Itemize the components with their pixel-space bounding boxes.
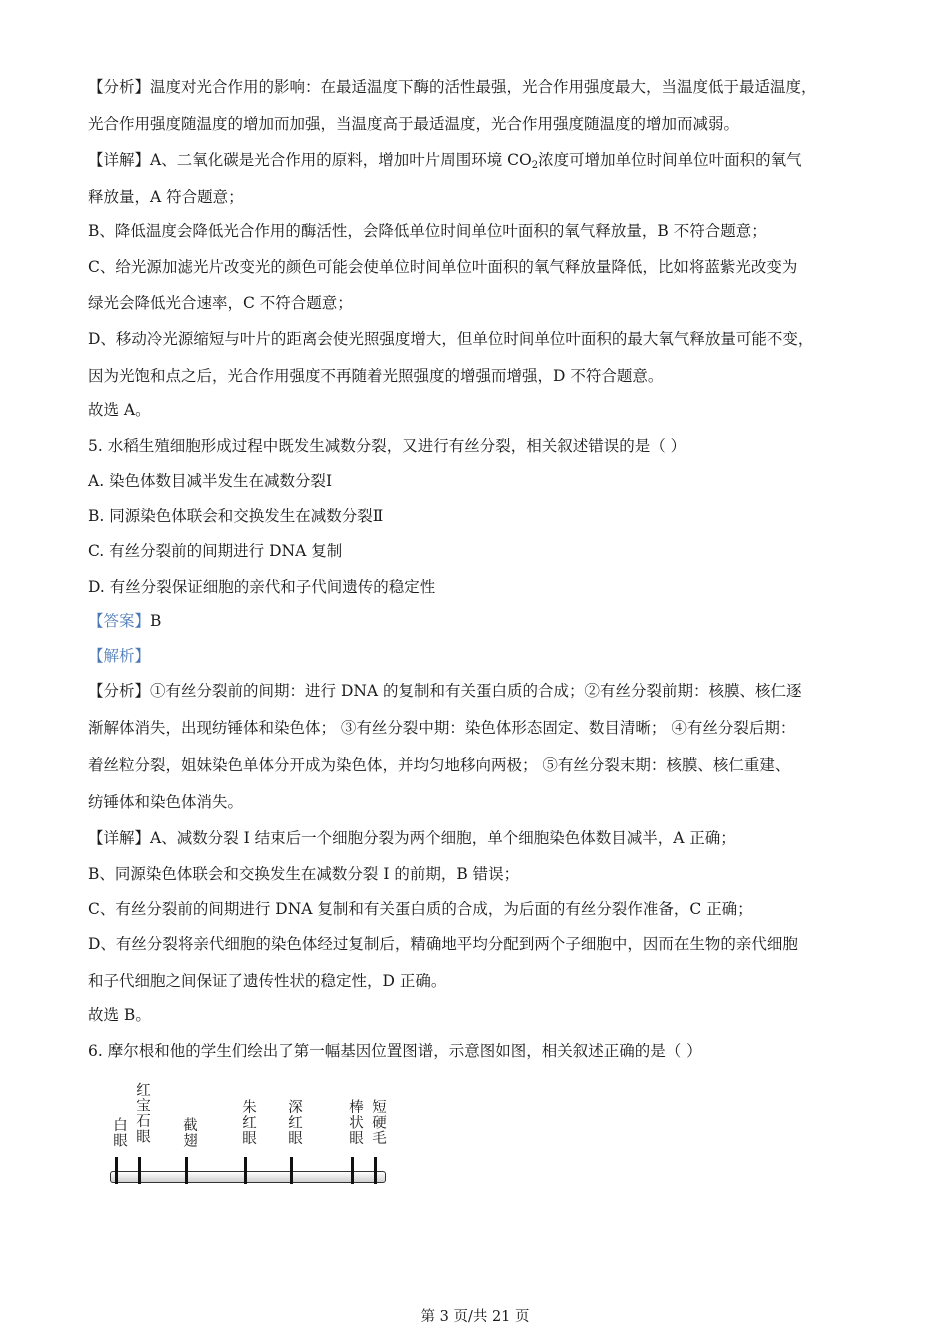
q4-analysis-line-1: 【分析】温度对光合作用的影响：在最适温度下酶的活性最强，光合作用强度最大，当温度低于最适温度， — [88, 78, 817, 96]
q4-conclusion: 故选 A。 — [88, 401, 151, 419]
gene-locus-ruby-eye — [138, 1157, 141, 1184]
gene-label-white-eye: 白眼 — [111, 1117, 127, 1148]
q4-detail-line-4: C、给光源加滤光片改变光的颜色可能会使单位时间单位叶面积的氧气释放量降低，比如将蓝紫光改变为 — [88, 258, 798, 276]
gene-label-vermilion-eye: 朱红眼 — [240, 1099, 256, 1146]
q4-detail-line-3: B、降低温度会降低光合作用的酶活性，会降低单位时间单位叶面积的氧气释放量，B 不符合题意； — [88, 222, 767, 240]
q5-option-c: C. 有丝分裂前的间期进行 DNA 复制 — [88, 542, 343, 560]
chromosome-bar — [110, 1171, 386, 1183]
q4-detail-line-1: 【详解】A、二氧化碳是光合作用的原料，增加叶片周围环境 $CO_2$浓度可增加单位时间单位叶面积的氧气 — [88, 151, 802, 171]
analysis-tag: 【分析】 — [88, 682, 151, 700]
q5-detail-line-4: D、有丝分裂将亲代细胞的染色体经过复制后，精确地平均分配到两个子细胞中，因而在生物的亲代细胞 — [88, 935, 798, 953]
q5-detail-line-1: 【详解】A、减数分裂 I 结束后一个细胞分裂为两个细胞，单个细胞染色体数目减半，A 正确； — [88, 829, 736, 847]
gene-label-bar-eye: 棒状眼 — [347, 1099, 363, 1146]
q5-conclusion: 故选 B。 — [88, 1006, 151, 1024]
gene-locus-bar-eye — [351, 1157, 354, 1184]
q5-answer — [88, 611, 161, 631]
q4-detail-line-2: 释放量，A 符合题意； — [88, 188, 244, 206]
gene-label-ruby-eye: 红宝石眼 — [134, 1082, 150, 1144]
q5-analysis-line-1: 【分析】①有丝分裂前的间期：进行 DNA 的复制和有关蛋白质的合成；②有丝分裂前期：核膜、核仁逐 — [88, 682, 802, 700]
q4-detail-line-6: D、移动冷光源缩短与叶片的距离会使光照强度增大，但单位时间单位叶面积的最大氧气释放量可能不变， — [88, 330, 814, 348]
q4-detail-line-7: 因为光饱和点之后，光合作用强度不再随着光照强度的增强而增强，D 不符合题意。 — [88, 367, 664, 385]
page-footer: 第 3 页/共 21 页 — [420, 1309, 530, 1325]
q5-analysis-line-4: 纺锤体和染色体消失。 — [88, 793, 244, 811]
q5-stem: 5. 水稻生殖细胞形成过程中既发生减数分裂，又进行有丝分裂，相关叙述错误的是（ ） — [88, 437, 687, 455]
q5-detail-line-5: 和子代细胞之间保证了遗传性状的稳定性，D 正确。 — [88, 972, 447, 990]
q5-explain-tag: 【解析】 — [88, 647, 151, 665]
q4-detail-line-5: 绿光会降低光合速率，C 不符合题意； — [88, 294, 353, 312]
gene-label-cut-wing: 截翅 — [181, 1117, 197, 1148]
q6-stem: 6. 摩尔根和他的学生们绘出了第一幅基因位置图谱，示意图如图，相关叙述正确的是（ ） — [88, 1042, 702, 1060]
answer-value: B — [150, 612, 162, 630]
q5-option-a: A. 染色体数目减半发生在减数分裂Ⅰ — [88, 472, 333, 490]
q5-analysis-line-2: 渐解体消失，出现纺锤体和染色体； ③有丝分裂中期：染色体形态固定、数目清晰； ④有丝分裂后期： — [88, 719, 796, 737]
gene-locus-white-eye — [115, 1157, 118, 1184]
gene-locus-carmine-eye — [290, 1157, 293, 1184]
q5-option-d: D. 有丝分裂保证细胞的亲代和子代间遗传的稳定性 — [88, 578, 436, 596]
q5-analysis-line-3: 着丝粒分裂，姐妹染色单体分开成为染色体，并均匀地移向两极； ⑤有丝分裂末期：核膜、核仁重建、 — [88, 756, 791, 774]
detail-tag: 【详解】 — [88, 829, 151, 847]
q5-detail-line-2: B、同源染色体联会和交换发生在减数分裂 I 的前期，B 错误； — [88, 865, 520, 883]
q5-detail-line-3: C、有丝分裂前的间期进行 DNA 复制和有关蛋白质的合成，为后面的有丝分裂作准备，C 正确； — [88, 900, 753, 918]
gene-locus-vermilion-eye — [244, 1157, 247, 1184]
gene-locus-cut-wing — [185, 1157, 188, 1184]
analysis-tag: 【分析】 — [88, 78, 151, 96]
answer-tag: 【答案】 — [88, 612, 151, 630]
q4-analysis-line-2: 光合作用强度随温度的增加而加强，当温度高于最适温度，光合作用强度随温度的增加而减弱。 — [88, 115, 740, 133]
gene-locus-short-bristle — [374, 1157, 377, 1184]
gene-label-short-bristle: 短硬毛 — [370, 1099, 386, 1146]
q5-option-b: B. 同源染色体联会和交换发生在减数分裂Ⅱ — [88, 507, 384, 525]
detail-tag: 【详解】 — [88, 151, 151, 169]
gene-label-carmine-eye: 深红眼 — [286, 1099, 302, 1146]
